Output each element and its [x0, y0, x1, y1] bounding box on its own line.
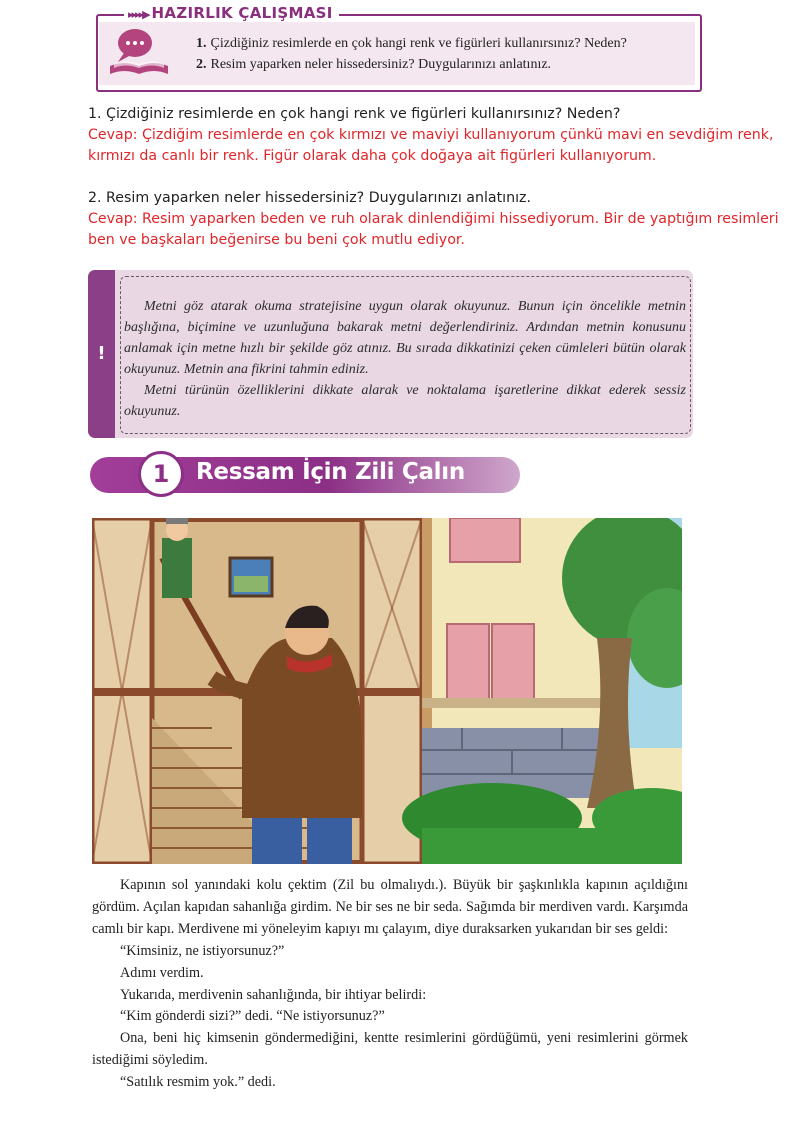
answer-1: Cevap: Çizdiğim resimlerde en çok kırmızı ve maviyi kullanıyorum çünkü mavi en sevdiğim renk, kırmızı da canlı bir renk. Figür olarak daha çok doğaya ait figürleri kullanıyorum.: [88, 127, 774, 164]
arrows-icon: ▸▸▸▸▶: [128, 8, 149, 21]
story-paragraph-4: Yukarıda, merdivenin sahanlığında, bir ihtiyar belirdi:: [120, 986, 427, 1003]
section-number: 1: [138, 451, 184, 497]
exclamation-icon: !: [97, 343, 106, 364]
story-paragraph-7: “Satılık resmim yok.” dedi.: [120, 1074, 276, 1091]
qa-block-1: [88, 104, 788, 167]
question-2: 2. Resim yaparken neler hissedersiniz? Duygularınızı anlatınız.: [88, 190, 531, 206]
qa-block-2: [88, 188, 788, 251]
story-text: [92, 875, 688, 1094]
answer-2: Cevap: Resim yaparken beden ve ruh olarak dinlendiğimi hissediyorum. Bir de yaptığım resimleri ben ve başkaları beğenirse bu beni çok mutlu ediyor.: [88, 211, 779, 248]
preparation-question-2: 2. Resim yaparken neler hissedersiniz? Duygularınızı anlatınız.: [196, 57, 552, 72]
reading-strategy-text: [124, 296, 686, 422]
story-paragraph-6: Ona, beni hiç kimsenin göndermediğini, kentte resimlerini gördüğümü, yeni resimlerini görmek istediğimi söyledim.: [92, 1030, 688, 1069]
story-paragraph-2: “Kimsiniz, ne istiyorsunuz?”: [120, 942, 285, 959]
section-title: Ressam İçin Zili Çalın: [196, 459, 465, 485]
preparation-box-background: [99, 22, 695, 85]
reading-strategy-paragraph-2: Metni türünün özelliklerini dikkate alarak ve noktalama işaretlerine dikkat ederek sessiz okuyunuz.: [124, 383, 686, 419]
story-paragraph-1: Kapının sol yanındaki kolu çektim (Zil bu olmalıydı.). Büyük bir şaşkınlıkla kapının açıldığını gördüm. Açılan kapıdan sahanlığa girdim. Ne bir ses ne bir seda. Sağımda bir merdiven vardı. Karşımda camlı bir kapı. Merdivene mi yöneleyim kapıyı mı çalayım, diye duraksarken yukarıdan bir ses geldi:: [92, 877, 688, 937]
question-1: 1. Çizdiğiniz resimlerde en çok hangi renk ve figürleri kullanırsınız? Neden?: [88, 106, 621, 122]
reading-strategy-paragraph-1: Metni göz atarak okuma stratejisine uygun olarak okuyunuz. Bunun için öncelikle metnin başlığına, biçimine ve uzunluğuna bakarak metni değerlendiriniz. Ardından metnin konusunu anlamak için metne hızlı bir şekilde göz atınız. Bu sırada dikkatinizi çeken cümleleri bütün olarak okuyunuz. Metnin ana fikrini tahmin ediniz.: [124, 299, 686, 377]
story-paragraph-5: “Kim gönderdi sizi?” dedi. “Ne istiyorsunuz?”: [120, 1008, 385, 1025]
preparation-question-1: 1. Çizdiğiniz resimlerde en çok hangi renk ve figürleri kullanırsınız? Neden?: [196, 36, 627, 51]
story-illustration: [92, 518, 682, 864]
preparation-header: ▸▸▸▸▶ HAZIRLIK ÇALIŞMASI: [124, 4, 339, 22]
speech-bubble-book-icon: [104, 22, 174, 80]
story-paragraph-3: Adımı verdim.: [120, 964, 204, 981]
